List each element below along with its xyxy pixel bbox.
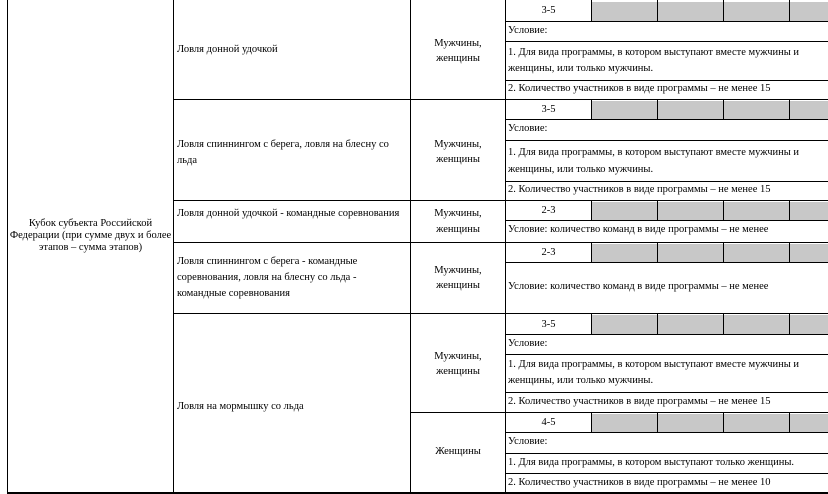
gender-cell: Мужчины, женщины: [434, 139, 482, 165]
stages-cell: 4-5: [541, 417, 556, 428]
border: [591, 0, 592, 22]
condition-text: 1. Для вида программы, в котором выступают вместе мужчины и женщины, или только мужчины.: [508, 359, 800, 386]
condition-text: 1. Для вида программы, в котором выступают только женщины.: [508, 457, 795, 468]
grey-cell: [723, 244, 789, 262]
border: [505, 453, 828, 454]
border: [723, 314, 724, 335]
condition-text: Условие: количество команд в виде программы – не менее: [508, 281, 769, 292]
grey-cell: [789, 315, 828, 334]
grey-cell: [723, 202, 789, 220]
discipline-cell: Ловля спиннингом с берега - командные соревнования, ловля на блесну со льда - командные соревнования: [177, 256, 358, 299]
condition-text: 2. Количество участников в виде программы – не менее 15: [508, 83, 771, 94]
grey-cell: [657, 414, 723, 432]
border: [657, 0, 658, 22]
border: [173, 313, 828, 314]
condition-text: 2. Количество участников в виде программы – не менее 15: [508, 396, 771, 407]
grey-cell: [723, 315, 789, 334]
border: [505, 392, 828, 393]
gender-cell: Мужчины, женщины: [434, 351, 482, 377]
border: [505, 334, 828, 335]
grey-cell: [591, 202, 657, 220]
grey-cell: [789, 202, 828, 220]
border: [173, 242, 828, 243]
border: [410, 412, 828, 413]
stages-cell: 2-3: [541, 247, 556, 258]
border: [505, 262, 828, 263]
grey-cell: [591, 244, 657, 262]
border: [591, 314, 592, 335]
border: [657, 201, 658, 221]
gender-cell: Мужчины, женщины: [434, 208, 482, 235]
border: [657, 100, 658, 120]
border: [505, 80, 828, 81]
grey-cell: [723, 2, 789, 21]
grey-cell: [723, 101, 789, 119]
condition-label: Условие:: [508, 436, 548, 447]
border: [505, 473, 828, 474]
border: [505, 41, 828, 42]
border: [591, 413, 592, 433]
border: [591, 201, 592, 221]
discipline-cell: Ловля на мормышку со льда: [177, 401, 304, 412]
condition-text: 1. Для вида программы, в котором выступают вместе мужчины и женщины, или только мужчины.: [508, 47, 800, 74]
gender-cell: Мужчины, женщины: [434, 265, 482, 291]
border: [591, 100, 592, 120]
border: [173, 99, 828, 100]
condition-text: 2. Количество участников в виде программы – не менее 15: [508, 184, 771, 195]
condition-text: Условие: количество команд в виде программы – не менее: [508, 224, 769, 235]
condition-text: 2. Количество участников в виде программы – не менее 10: [508, 477, 771, 488]
border: [410, 0, 411, 494]
border: [173, 200, 828, 201]
border: [505, 119, 828, 120]
border: [505, 140, 828, 141]
discipline-cell: Ловля донной удочкой: [177, 44, 278, 55]
competition-cell: Кубок субъекта Российской Федерации (при сумме двух и более этапов – сумма этапов): [9, 218, 172, 253]
condition-label: Условие:: [508, 123, 548, 134]
condition-label: Условие:: [508, 338, 548, 349]
border: [723, 201, 724, 221]
grey-cell: [657, 315, 723, 334]
gender-cell: Женщины: [435, 446, 481, 457]
border: [591, 243, 592, 263]
grey-cell: [591, 414, 657, 432]
grey-cell: [657, 2, 723, 21]
border: [723, 413, 724, 433]
discipline-cell: Ловля донной удочкой - командные соревнования: [177, 208, 400, 219]
border: [505, 432, 828, 433]
grey-cell: [591, 2, 657, 21]
grey-cell: [723, 414, 789, 432]
border: [657, 314, 658, 335]
border: [789, 0, 790, 22]
grey-cell: [789, 101, 828, 119]
grey-cell: [789, 414, 828, 432]
border: [723, 100, 724, 120]
grey-cell: [657, 202, 723, 220]
border: [723, 243, 724, 263]
border: [789, 100, 790, 120]
grey-cell: [591, 101, 657, 119]
stages-cell: 2-3: [541, 205, 556, 216]
border: [789, 413, 790, 433]
border: [505, 21, 828, 22]
border: [789, 201, 790, 221]
grey-cell: [591, 315, 657, 334]
grey-cell: [657, 244, 723, 262]
border: [505, 354, 828, 355]
border: [789, 314, 790, 335]
border: [789, 243, 790, 263]
border: [657, 243, 658, 263]
border: [505, 181, 828, 182]
grey-cell: [657, 101, 723, 119]
border: [173, 0, 174, 494]
stages-cell: 3-5: [541, 104, 556, 115]
condition-text: 1. Для вида программы, в котором выступают вместе мужчины и женщины, или только мужчины.: [508, 147, 800, 175]
grey-cell: [789, 2, 828, 21]
border: [723, 0, 724, 22]
border: [657, 413, 658, 433]
stages-cell: 3-5: [541, 5, 556, 16]
condition-label: Условие:: [508, 25, 548, 36]
grey-cell: [789, 244, 828, 262]
discipline-cell: Ловля спиннингом с берега, ловля на блесну со льда: [177, 139, 389, 166]
stages-cell: 3-5: [541, 319, 556, 330]
gender-cell: Мужчины, женщины: [434, 38, 482, 64]
border: [505, 220, 828, 221]
